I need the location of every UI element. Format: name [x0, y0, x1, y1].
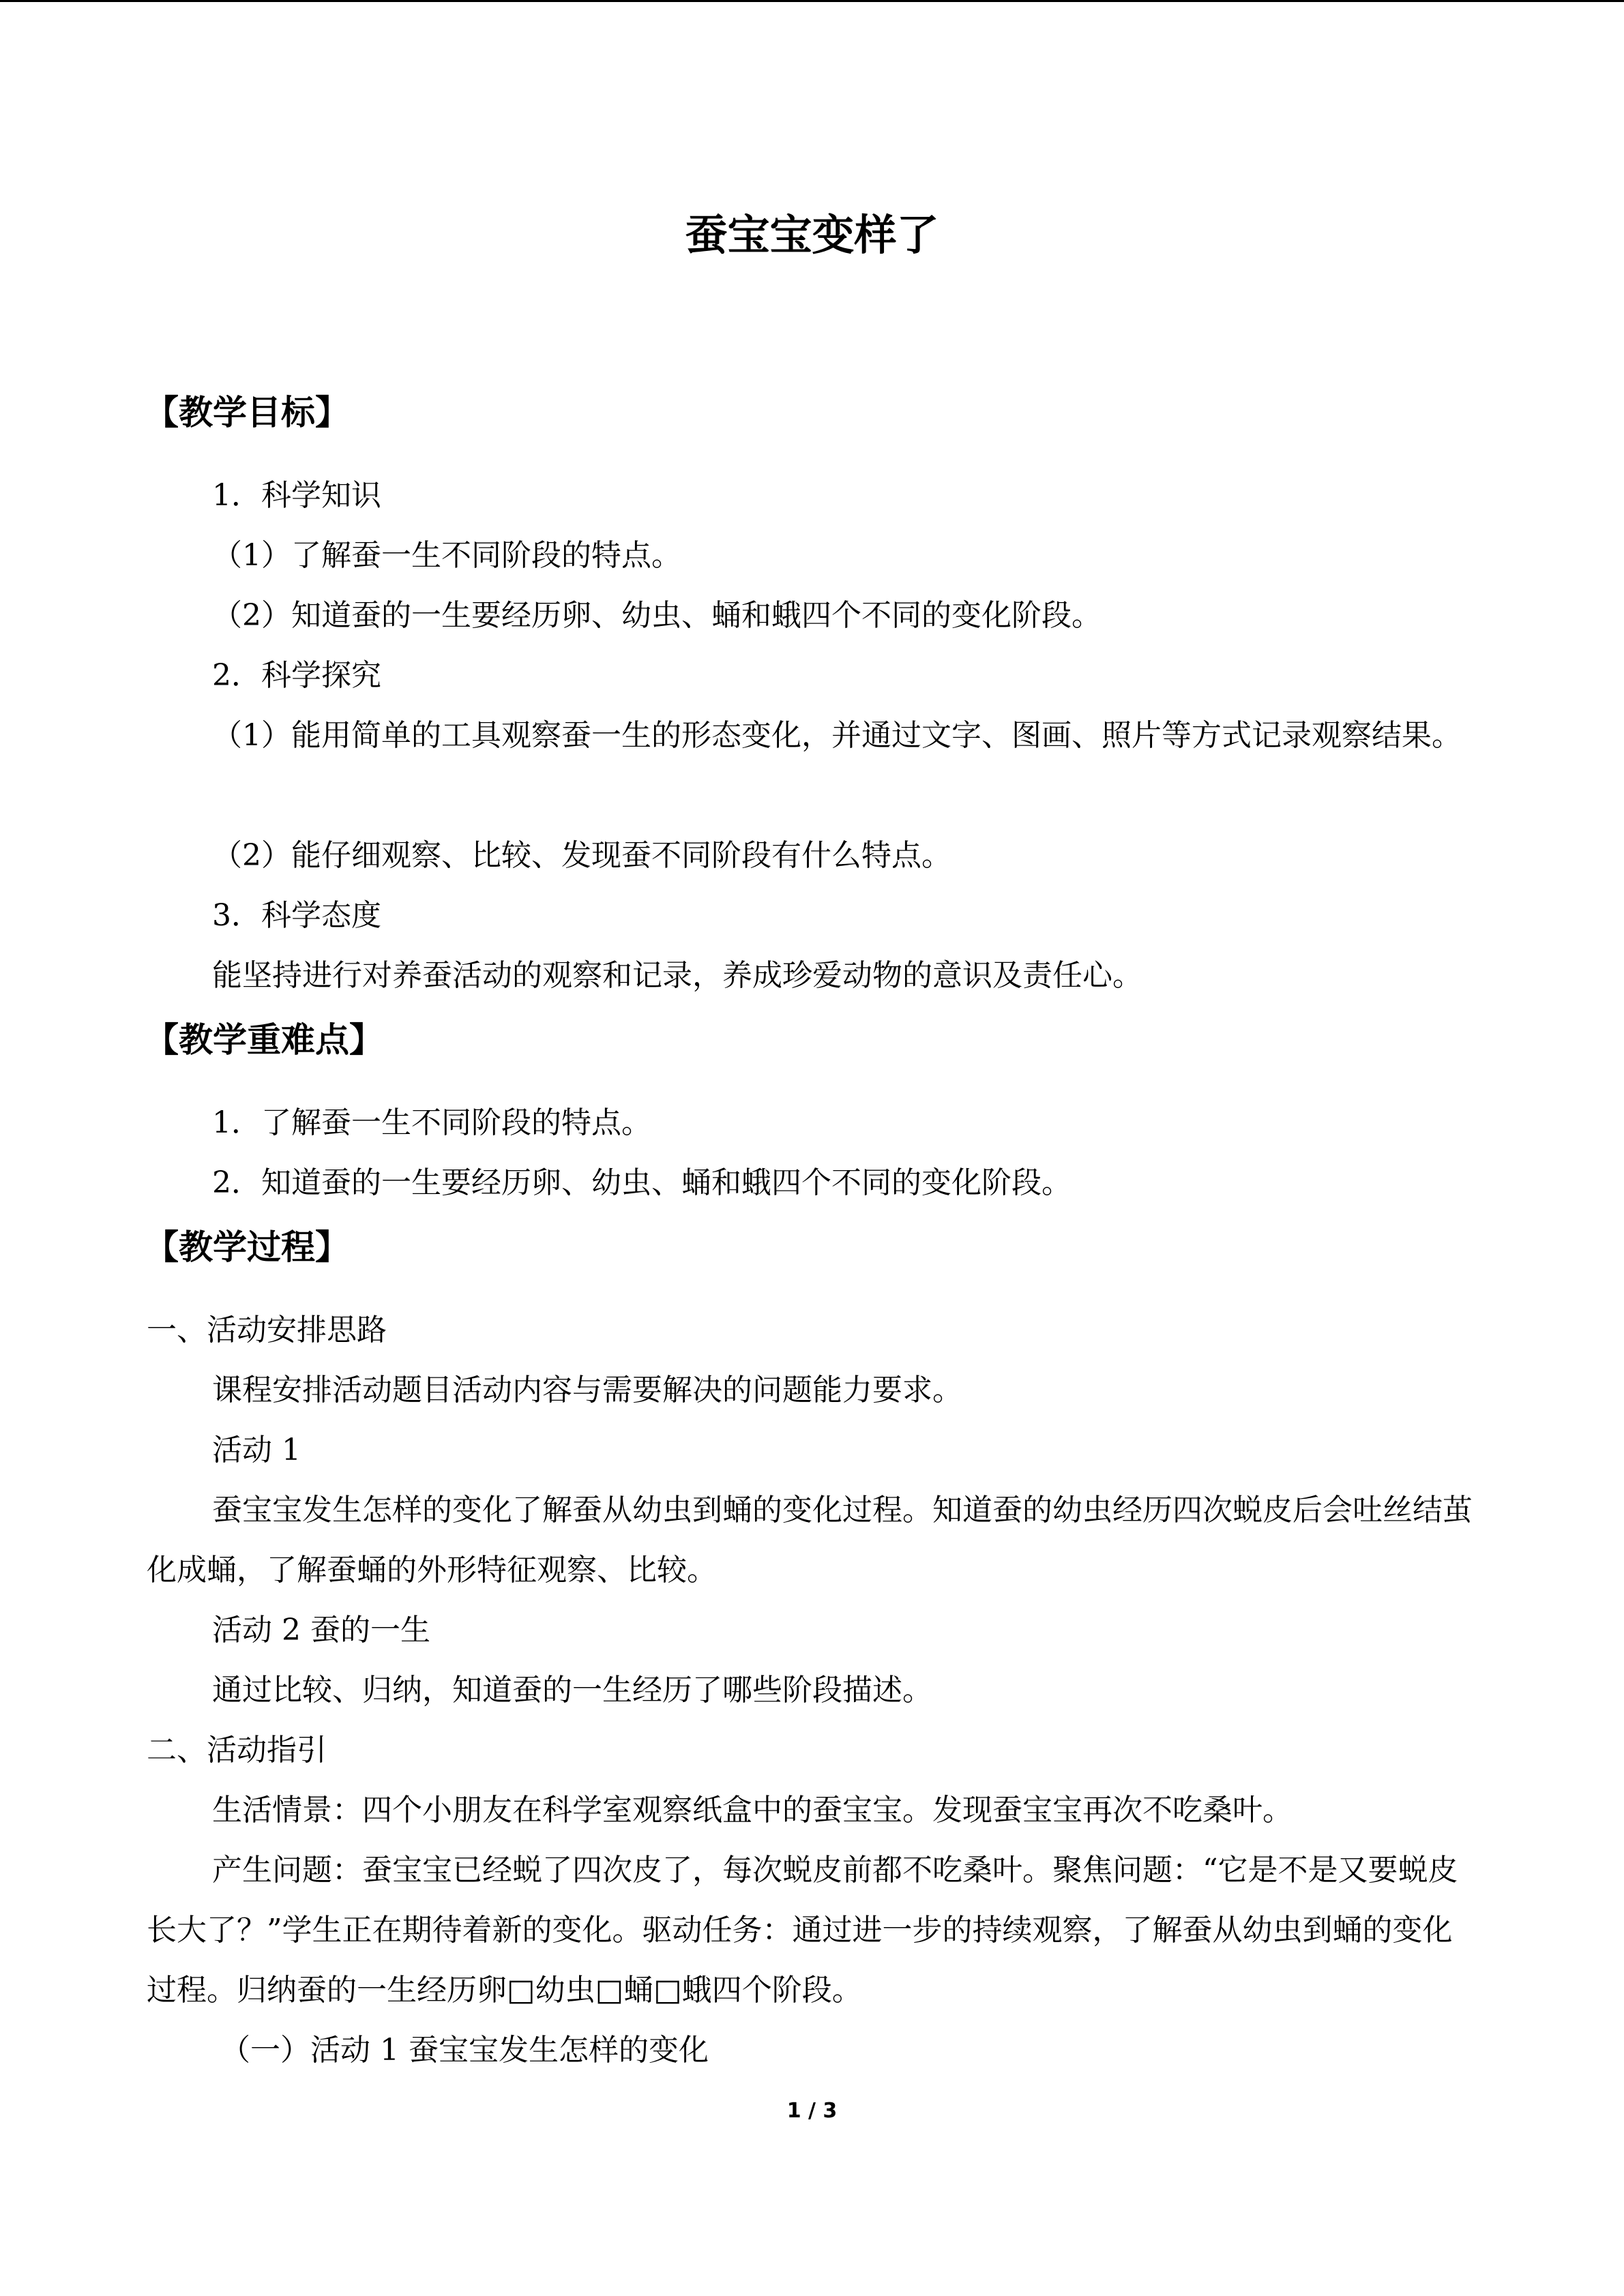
problem-statement: 产生问题：蚕宝宝已经蜕了四次皮了，每次蜕皮前都不吃桑叶。聚焦问题：“它是不是又要蜕皮长大了？”学生正在期待着新的变化。驱动任务：通过进一步的持续观察，了解蚕从幼虫到蛹的变化过程。归纳蚕的一生经历卵□幼虫□蛹□蛾四个阶段。 [147, 1853, 1458, 2008]
process-part-1-title: 一、活动安排思路 [147, 1313, 387, 1347]
heading-key-points: 【教学重难点】 [145, 1020, 383, 1060]
goal-knowledge-item-2: （2）知道蚕的一生要经历卵、幼虫、蛹和蛾四个不同的变化阶段。 [212, 598, 1102, 633]
goal-inquiry-title: 2．科学探究 [212, 658, 381, 693]
activity-2-description: 通过比较、归纳，知道蚕的一生经历了哪些阶段描述。 [212, 1673, 932, 1708]
life-scenario: 生活情景：四个小朋友在科学室观察纸盒中的蚕宝宝。发现蚕宝宝再次不吃桑叶。 [212, 1793, 1293, 1828]
goal-attitude-item-1: 能坚持进行对养蚕活动的观察和记录，养成珍爱动物的意识及责任心。 [212, 958, 1142, 993]
heading-teaching-goals: 【教学目标】 [145, 393, 349, 432]
goal-knowledge-item-1: （1）了解蚕一生不同阶段的特点。 [212, 538, 681, 573]
goal-attitude-title: 3．科学态度 [212, 898, 381, 933]
activity-1-description: 蚕宝宝发生怎样的变化了解蚕从幼虫到蛹的变化过程。知道蚕的幼虫经历四次蜕皮后会吐丝结茧化成蛹，了解蚕蛹的外形特征观察、比较。 [147, 1493, 1473, 1587]
goal-inquiry-item-2: （2）能仔细观察、比较、发现蚕不同阶段有什么特点。 [212, 838, 951, 873]
sub-activity-1-title: （一）活动 1 蚕宝宝发生怎样的变化 [220, 2033, 709, 2068]
activity-2-label: 活动 2 蚕的一生 [212, 1613, 430, 1648]
key-point-2: 2．知道蚕的一生要经历卵、幼虫、蛹和蛾四个不同的变化阶段。 [212, 1165, 1072, 1200]
page-top-border [0, 0, 1624, 2]
heading-teaching-process: 【教学过程】 [145, 1227, 349, 1267]
page-number: 1 / 3 [786, 2099, 838, 2123]
process-intro: 课程安排活动题目活动内容与需要解决的问题能力要求。 [212, 1373, 962, 1407]
key-point-1: 1．了解蚕一生不同阶段的特点。 [212, 1105, 651, 1140]
document-title: 蚕宝宝变样了 [685, 210, 939, 260]
process-part-2-title: 二、活动指引 [147, 1733, 327, 1768]
goal-knowledge-title: 1．科学知识 [212, 478, 381, 513]
activity-1-label: 活动 1 [212, 1433, 301, 1467]
goal-inquiry-item-1: （1）能用简单的工具观察蚕一生的形态变化，并通过文字、图画、照片等方式记录观察结果。 [212, 718, 1462, 753]
